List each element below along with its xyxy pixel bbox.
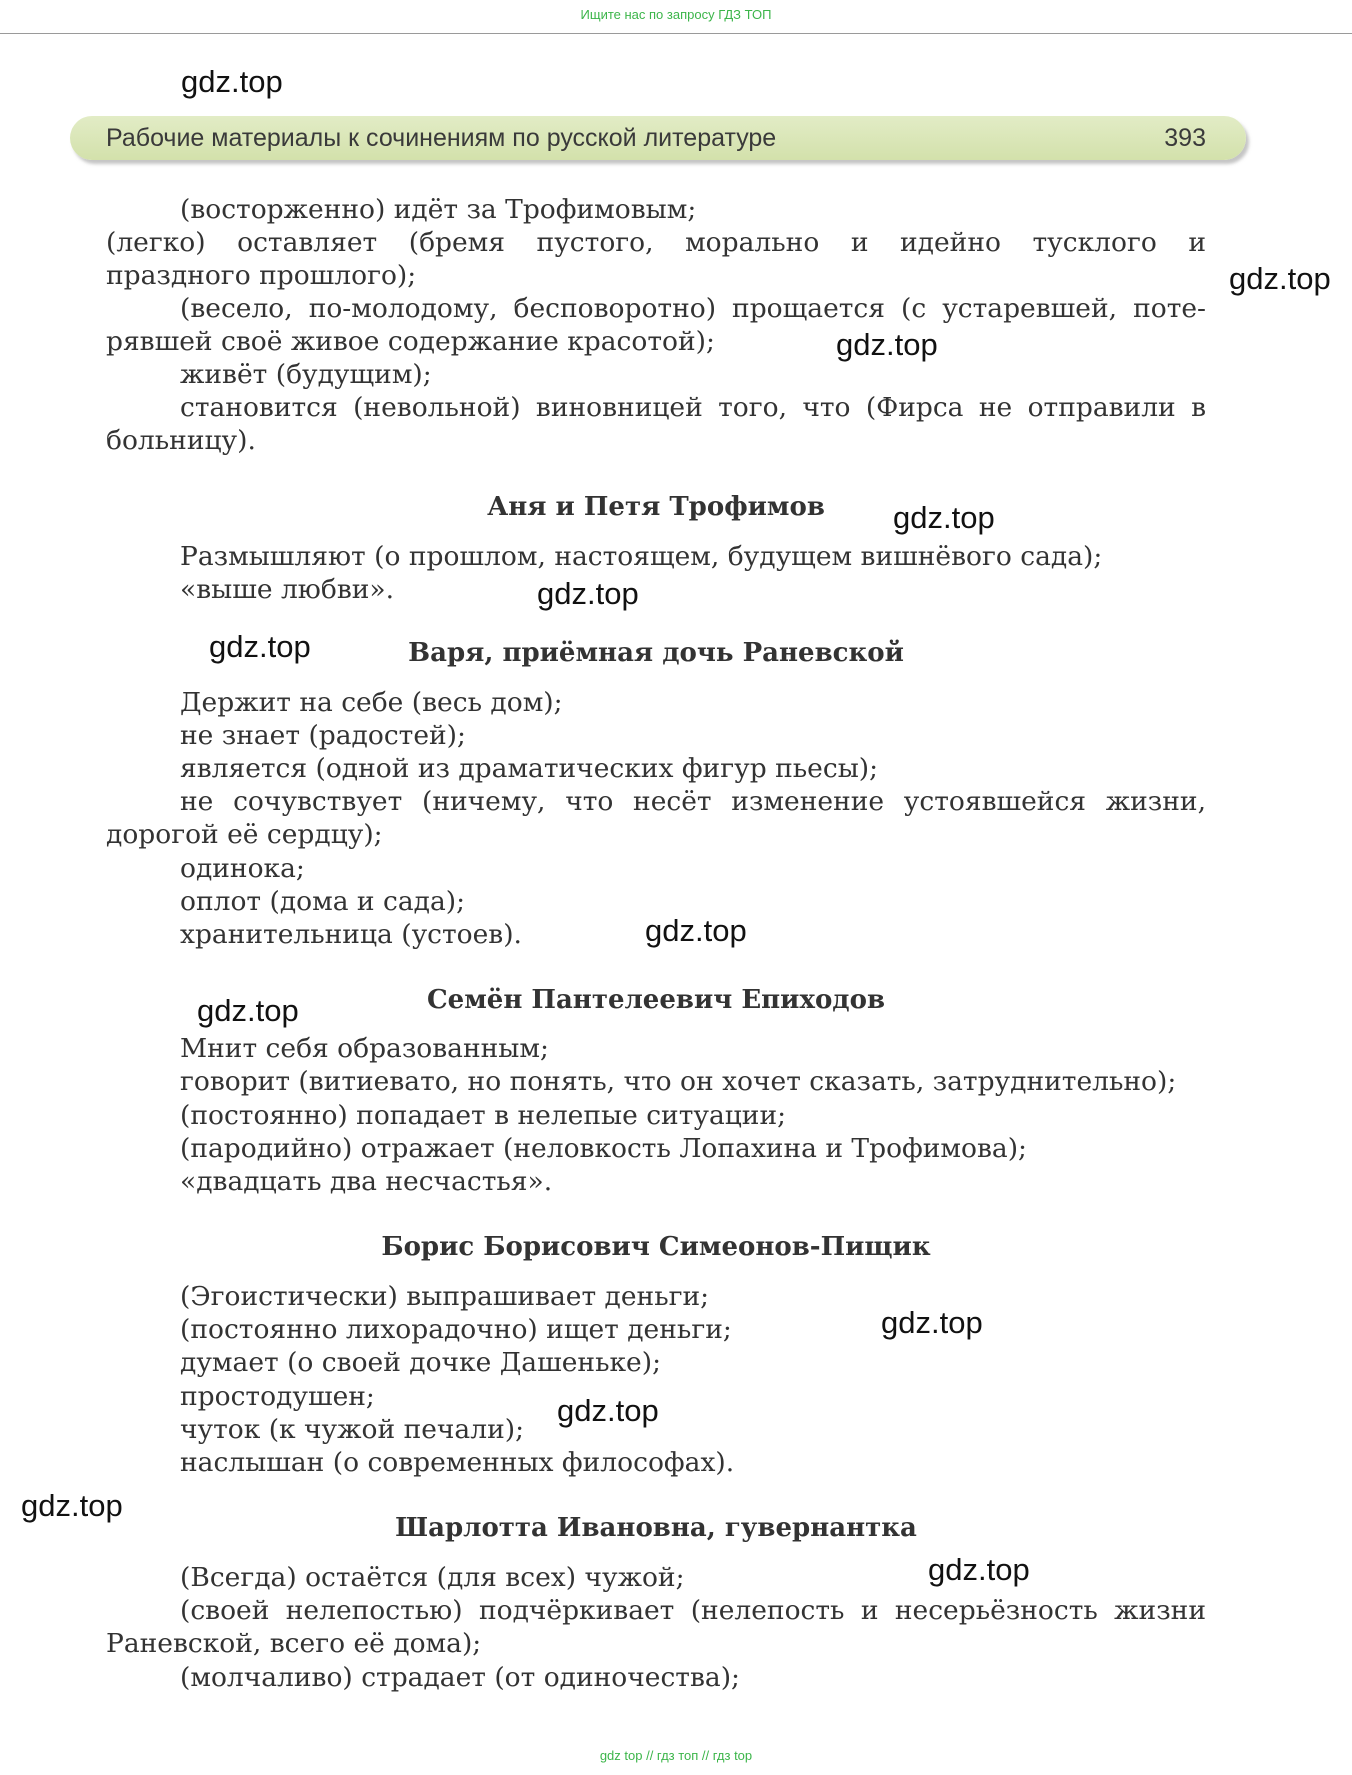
text-line: говорит (витиевато, но понять, что он хочет сказать, затруднительно); [180, 1066, 1177, 1097]
text-line: дорогой её сердцу); [106, 819, 383, 850]
text-line: праздного прошлого); [106, 260, 417, 291]
section-heading-simeonov-pishchik: Борис Борисович Симеонов-Пищик [381, 1232, 931, 1262]
section-heading-anya-petya: Аня и Петя Трофимов [487, 492, 825, 522]
watermark: gdz.top [557, 1393, 659, 1428]
text-line: (постоянно) попадает в нелепые ситуации; [180, 1100, 787, 1131]
text-line: чуток (к чужой печали); [180, 1414, 524, 1445]
page-number: 393 [1164, 124, 1206, 152]
watermark: gdz.top [928, 1552, 1030, 1587]
text-line: думает (о своей дочке Дашеньке); [180, 1347, 662, 1378]
top-banner[interactable]: Ищите нас по запросу ГДЗ ТОП [580, 7, 772, 22]
text-line: не сочувствует (ничему, что несёт изменение устоявшейся жизни, [180, 786, 1206, 817]
text-line: (своей нелепостью) подчёркивает (нелепость и несерьёзность жизни [180, 1595, 1206, 1626]
text-line: одинока; [180, 853, 305, 884]
text-line: больницу). [106, 425, 256, 456]
watermark: gdz.top [209, 629, 311, 664]
watermark: gdz.top [537, 576, 639, 611]
text-line: Держит на себе (весь дом); [180, 687, 563, 718]
text-line: (Всегда) остаётся (для всех) чужой; [180, 1562, 685, 1593]
text-line: (молчаливо) страдает (от одиночества); [180, 1662, 740, 1693]
text-line: (постоянно лихорадочно) ищет деньги; [180, 1314, 732, 1345]
top-divider [0, 33, 1352, 34]
text-line: Мнит себя образованным; [180, 1033, 549, 1064]
text-line: (восторженно) идёт за Трофимовым; [180, 194, 697, 225]
section-heading-epikhodov: Семён Пантелеевич Епиходов [426, 985, 886, 1015]
text-line: (пародийно) отражает (неловкость Лопахина и Трофимова); [180, 1133, 1027, 1164]
watermark: gdz.top [1229, 261, 1331, 296]
watermark: gdz.top [893, 500, 995, 535]
watermark: gdz.top [881, 1305, 983, 1340]
section-heading-charlotta: Шарлотта Ивановна, гувернантка [395, 1513, 917, 1543]
text-line: простодушен; [180, 1381, 375, 1412]
text-line: наслышан (о современных философах). [180, 1447, 735, 1478]
text-line: (весело, по-молодому, бесповоротно) прощается (с устаревшей, поте- [180, 293, 1206, 324]
text-line: хранительница (устоев). [180, 919, 522, 950]
text-line: «выше любви». [180, 574, 395, 605]
text-line: Размышляют (о прошлом, настоящем, будущем вишнёвого сада); [180, 541, 1103, 572]
chapter-header-bar [70, 116, 1246, 160]
text-line: рявшей своё живое содержание красотой); [106, 326, 715, 357]
chapter-title: Рабочие материалы к сочинениям по русской литературе [106, 124, 777, 152]
section-heading-varya: Варя, приёмная дочь Раневской [408, 638, 904, 668]
text-line: является (одной из драматических фигур пьесы); [180, 753, 879, 784]
bottom-links[interactable]: gdz top // гдз топ // гдз top [599, 1748, 753, 1763]
text-line: живёт (будущим); [180, 359, 432, 390]
text-line: оплот (дома и сада); [180, 886, 466, 917]
watermark: gdz.top [645, 913, 747, 948]
watermark: gdz.top [197, 993, 299, 1028]
text-line: становится (невольной) виновницей того, что (Фирса не отправили в [180, 392, 1206, 423]
text-line: (Эгоистически) выпрашивает деньги; [180, 1281, 710, 1312]
watermark: gdz.top [181, 64, 283, 99]
text-line: «двадцать два несчастья». [180, 1166, 553, 1197]
text-line: (легко) оставляет (бремя пустого, морально и идейно тусклого и [106, 227, 1206, 258]
watermark: gdz.top [836, 327, 938, 362]
text-line: не знает (радостей); [180, 720, 466, 751]
text-line: Раневской, всего её дома); [106, 1628, 482, 1659]
watermark: gdz.top [21, 1488, 123, 1523]
